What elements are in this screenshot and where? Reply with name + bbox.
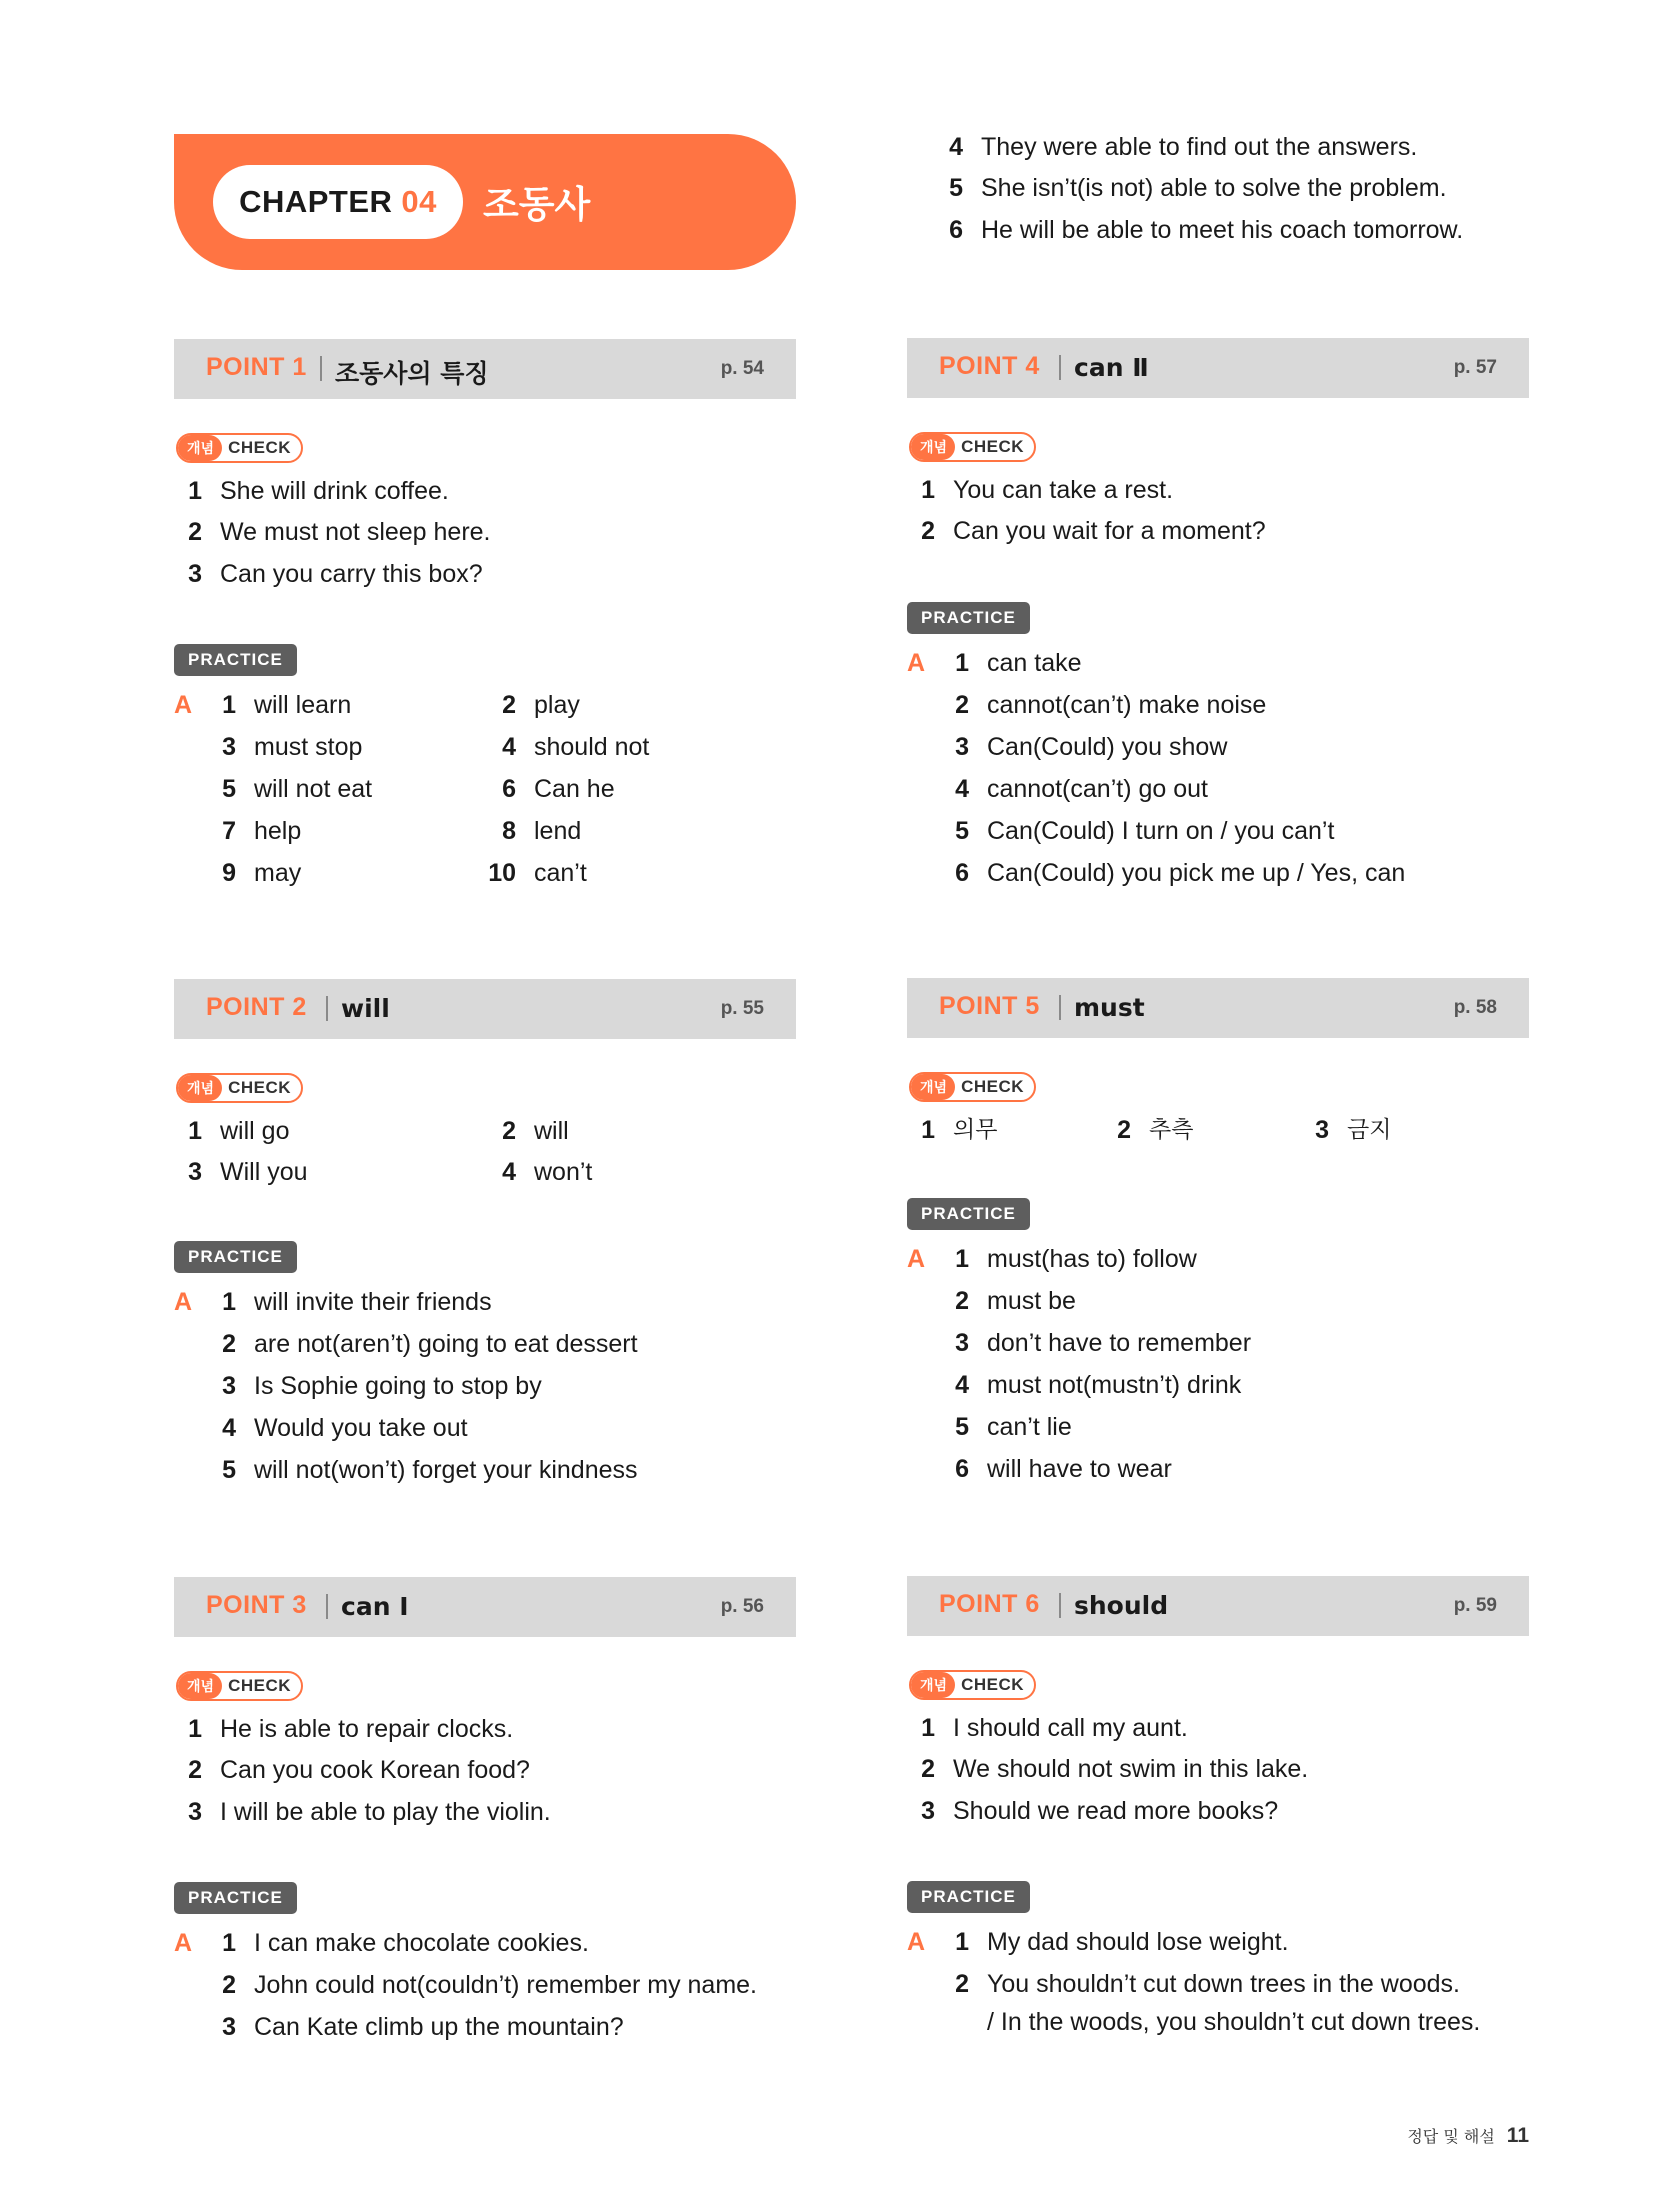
page-footer bbox=[1407, 2124, 1529, 2148]
item-number: 1 bbox=[955, 1245, 969, 1273]
item-text: don’t have to remember bbox=[987, 1329, 1252, 1357]
item-number: 8 bbox=[502, 817, 516, 845]
chapter-label bbox=[213, 165, 463, 239]
item-text: Can you wait for a moment? bbox=[953, 517, 1266, 545]
group-letter: A bbox=[907, 649, 926, 677]
point-number: POINT 3 bbox=[206, 1591, 307, 1619]
check-badge-ko: 개념 bbox=[178, 1673, 222, 1699]
page-reference: p. 59 bbox=[1453, 1595, 1497, 1616]
item-number: 10 bbox=[488, 859, 516, 887]
practice-badge: PRACTICE bbox=[174, 1882, 297, 1914]
item-text: Can he bbox=[534, 775, 615, 803]
item-number: 2 bbox=[955, 1287, 969, 1315]
item-number: 4 bbox=[222, 1414, 236, 1442]
item-text: will have to wear bbox=[987, 1455, 1172, 1483]
item-number: 6 bbox=[502, 775, 516, 803]
item-text: 의무 bbox=[953, 1117, 998, 1143]
item-text: can take bbox=[987, 649, 1082, 677]
item-text: will go bbox=[220, 1117, 290, 1145]
item-text: / In the woods, you shouldn’t cut down trees. bbox=[987, 2008, 1481, 2036]
item-text: cannot(can’t) make noise bbox=[987, 691, 1267, 719]
item-number: 3 bbox=[188, 1158, 202, 1186]
item-number: 3 bbox=[921, 1797, 935, 1825]
practice-badge: PRACTICE bbox=[907, 1198, 1030, 1230]
check-badge-ko: 개념 bbox=[911, 434, 955, 460]
item-text: 금지 bbox=[1347, 1117, 1392, 1143]
item-text: She isn’t(is not) able to solve the problem. bbox=[981, 174, 1447, 202]
page-reference: p. 58 bbox=[1453, 997, 1497, 1018]
point-title: must bbox=[1074, 993, 1145, 1022]
divider bbox=[1059, 995, 1061, 1020]
item-text: can’t lie bbox=[987, 1413, 1072, 1441]
check-badge bbox=[909, 432, 1036, 462]
check-badge-en: CHECK bbox=[228, 438, 292, 457]
check-badge bbox=[176, 1671, 303, 1701]
divider bbox=[326, 1594, 328, 1619]
item-number: 3 bbox=[188, 560, 202, 588]
point-header bbox=[907, 1576, 1529, 1636]
item-text: Can you carry this box? bbox=[220, 560, 483, 588]
item-number: 1 bbox=[921, 1714, 935, 1742]
item-text: will bbox=[534, 1117, 569, 1145]
item-text: will invite their friends bbox=[254, 1288, 492, 1316]
group-letter: A bbox=[907, 1245, 926, 1273]
item-text: He is able to repair clocks. bbox=[220, 1715, 514, 1743]
item-number: 2 bbox=[222, 1971, 236, 1999]
item-text: must(has to) follow bbox=[987, 1245, 1197, 1273]
item-number: 5 bbox=[949, 174, 963, 202]
page-reference: p. 54 bbox=[720, 358, 764, 379]
point-title: will bbox=[341, 994, 390, 1023]
item-text: Will you bbox=[220, 1158, 308, 1186]
item-number: 3 bbox=[1315, 1116, 1329, 1144]
check-badge bbox=[176, 1073, 303, 1103]
practice-badge: PRACTICE bbox=[907, 602, 1030, 634]
item-number: 2 bbox=[188, 1756, 202, 1784]
item-number: 4 bbox=[955, 1371, 969, 1399]
item-number: 4 bbox=[502, 733, 516, 761]
check-badge bbox=[909, 1072, 1036, 1102]
point-number: POINT 6 bbox=[939, 1590, 1040, 1618]
item-text: 추측 bbox=[1149, 1117, 1194, 1143]
item-number: 1 bbox=[188, 1117, 202, 1145]
item-number: 1 bbox=[955, 1928, 969, 1956]
item-number: 2 bbox=[921, 1755, 935, 1783]
footer-label: 정답 및 해설 bbox=[1407, 2127, 1495, 2146]
item-number: 2 bbox=[188, 518, 202, 546]
item-text: may bbox=[254, 859, 302, 887]
item-number: 3 bbox=[222, 733, 236, 761]
group-letter: A bbox=[174, 691, 193, 719]
check-badge-ko: 개념 bbox=[178, 1075, 222, 1101]
item-text: cannot(can’t) go out bbox=[987, 775, 1208, 803]
check-badge-en: CHECK bbox=[961, 1675, 1025, 1694]
group-letter: A bbox=[174, 1929, 193, 1957]
point-header bbox=[907, 978, 1529, 1038]
point-header bbox=[174, 339, 796, 399]
item-text: lend bbox=[534, 817, 582, 845]
item-number: 2 bbox=[502, 691, 516, 719]
item-text: Can(Could) you pick me up / Yes, can bbox=[987, 859, 1406, 887]
item-text: I will be able to play the violin. bbox=[220, 1798, 551, 1826]
item-number: 2 bbox=[955, 691, 969, 719]
divider bbox=[320, 356, 322, 381]
point-number: POINT 4 bbox=[939, 352, 1040, 380]
item-number: 4 bbox=[949, 133, 963, 161]
item-text: You shouldn’t cut down trees in the woods. bbox=[987, 1970, 1460, 1998]
item-text: will not eat bbox=[254, 775, 373, 803]
item-text: He will be able to meet his coach tomorrow. bbox=[981, 216, 1464, 244]
divider bbox=[1059, 1593, 1061, 1618]
item-number: 2 bbox=[955, 1970, 969, 1998]
item-number: 5 bbox=[222, 1456, 236, 1484]
item-number: 3 bbox=[222, 2013, 236, 2041]
item-number: 4 bbox=[955, 775, 969, 803]
point-title: can Ⅰ bbox=[341, 1592, 409, 1621]
item-number: 1 bbox=[921, 476, 935, 504]
item-text: can’t bbox=[534, 859, 587, 887]
item-text: must not(mustn’t) drink bbox=[987, 1371, 1242, 1399]
item-text: I should call my aunt. bbox=[953, 1714, 1188, 1742]
item-number: 2 bbox=[921, 517, 935, 545]
item-text: Should we read more books? bbox=[953, 1797, 1279, 1825]
item-text: They were able to find out the answers. bbox=[981, 133, 1418, 161]
item-text: must be bbox=[987, 1287, 1076, 1315]
item-number: 6 bbox=[955, 1455, 969, 1483]
item-number: 1 bbox=[188, 1715, 202, 1743]
item-number: 1 bbox=[955, 649, 969, 677]
item-text: won’t bbox=[534, 1158, 593, 1186]
item-text: We should not swim in this lake. bbox=[953, 1755, 1309, 1783]
item-number: 1 bbox=[921, 1116, 935, 1144]
point-title: should bbox=[1074, 1591, 1169, 1620]
point-number: POINT 1 bbox=[206, 353, 307, 381]
item-number: 2 bbox=[502, 1117, 516, 1145]
item-text: Can you cook Korean food? bbox=[220, 1756, 530, 1784]
item-text: play bbox=[534, 691, 580, 719]
check-badge-en: CHECK bbox=[961, 1077, 1025, 1096]
chapter-number: 04 bbox=[401, 184, 437, 219]
item-number: 2 bbox=[1117, 1116, 1131, 1144]
divider bbox=[1059, 355, 1061, 380]
item-text: I can make chocolate cookies. bbox=[254, 1929, 589, 1957]
item-number: 5 bbox=[955, 1413, 969, 1441]
chapter-label-text: CHAPTER bbox=[239, 184, 393, 219]
item-number: 5 bbox=[955, 817, 969, 845]
page-reference: p. 57 bbox=[1453, 357, 1497, 378]
item-number: 4 bbox=[502, 1158, 516, 1186]
item-number: 3 bbox=[222, 1372, 236, 1400]
page-reference: p. 56 bbox=[720, 1596, 764, 1617]
item-number: 6 bbox=[949, 216, 963, 244]
practice-badge: PRACTICE bbox=[907, 1881, 1030, 1913]
item-text: John could not(couldn’t) remember my name. bbox=[254, 1971, 758, 1999]
item-text: must stop bbox=[254, 733, 363, 761]
item-number: 7 bbox=[222, 817, 236, 845]
check-badge-ko: 개념 bbox=[911, 1672, 955, 1698]
item-text: We must not sleep here. bbox=[220, 518, 491, 546]
point-title: can Ⅱ bbox=[1074, 353, 1149, 382]
item-text: Can(Could) I turn on / you can’t bbox=[987, 817, 1335, 845]
practice-badge: PRACTICE bbox=[174, 644, 297, 676]
page-reference: p. 55 bbox=[720, 998, 764, 1019]
point-title: 조동사의 특징 bbox=[335, 359, 489, 388]
item-number: 6 bbox=[955, 859, 969, 887]
item-text: My dad should lose weight. bbox=[987, 1928, 1289, 1956]
item-number: 2 bbox=[222, 1330, 236, 1358]
item-text: She will drink coffee. bbox=[220, 477, 449, 505]
item-number: 5 bbox=[222, 775, 236, 803]
point-number: POINT 2 bbox=[206, 993, 307, 1021]
item-number: 1 bbox=[188, 477, 202, 505]
check-badge-en: CHECK bbox=[228, 1676, 292, 1695]
check-badge-en: CHECK bbox=[228, 1078, 292, 1097]
divider bbox=[326, 996, 328, 1021]
check-badge-ko: 개념 bbox=[178, 435, 222, 461]
check-badge-ko: 개념 bbox=[911, 1074, 955, 1100]
point-header bbox=[907, 338, 1529, 398]
item-text: Can(Could) you show bbox=[987, 733, 1228, 761]
practice-badge: PRACTICE bbox=[174, 1241, 297, 1273]
item-text: Can Kate climb up the mountain? bbox=[254, 2013, 624, 2041]
item-number: 3 bbox=[955, 1329, 969, 1357]
point-header bbox=[174, 979, 796, 1039]
check-badge bbox=[176, 433, 303, 463]
check-badge bbox=[909, 1670, 1036, 1700]
group-letter: A bbox=[174, 1288, 193, 1316]
page-number: 11 bbox=[1506, 2124, 1529, 2147]
item-number: 1 bbox=[222, 691, 236, 719]
item-text: will not(won’t) forget your kindness bbox=[254, 1456, 638, 1484]
item-text: are not(aren’t) going to eat dessert bbox=[254, 1330, 638, 1358]
item-number: 1 bbox=[222, 1929, 236, 1957]
item-text: should not bbox=[534, 733, 650, 761]
item-text: help bbox=[254, 817, 302, 845]
chapter-title: 조동사 bbox=[483, 183, 591, 226]
point-header bbox=[174, 1577, 796, 1637]
group-letter: A bbox=[907, 1928, 926, 1956]
item-number: 3 bbox=[955, 733, 969, 761]
check-badge-en: CHECK bbox=[961, 437, 1025, 456]
item-text: Is Sophie going to stop by bbox=[254, 1372, 542, 1400]
item-number: 1 bbox=[222, 1288, 236, 1316]
item-text: will learn bbox=[254, 691, 352, 719]
item-number: 3 bbox=[188, 1798, 202, 1826]
item-text: You can take a rest. bbox=[953, 476, 1174, 504]
item-number: 9 bbox=[222, 859, 236, 887]
point-number: POINT 5 bbox=[939, 992, 1040, 1020]
item-text: Would you take out bbox=[254, 1414, 468, 1442]
